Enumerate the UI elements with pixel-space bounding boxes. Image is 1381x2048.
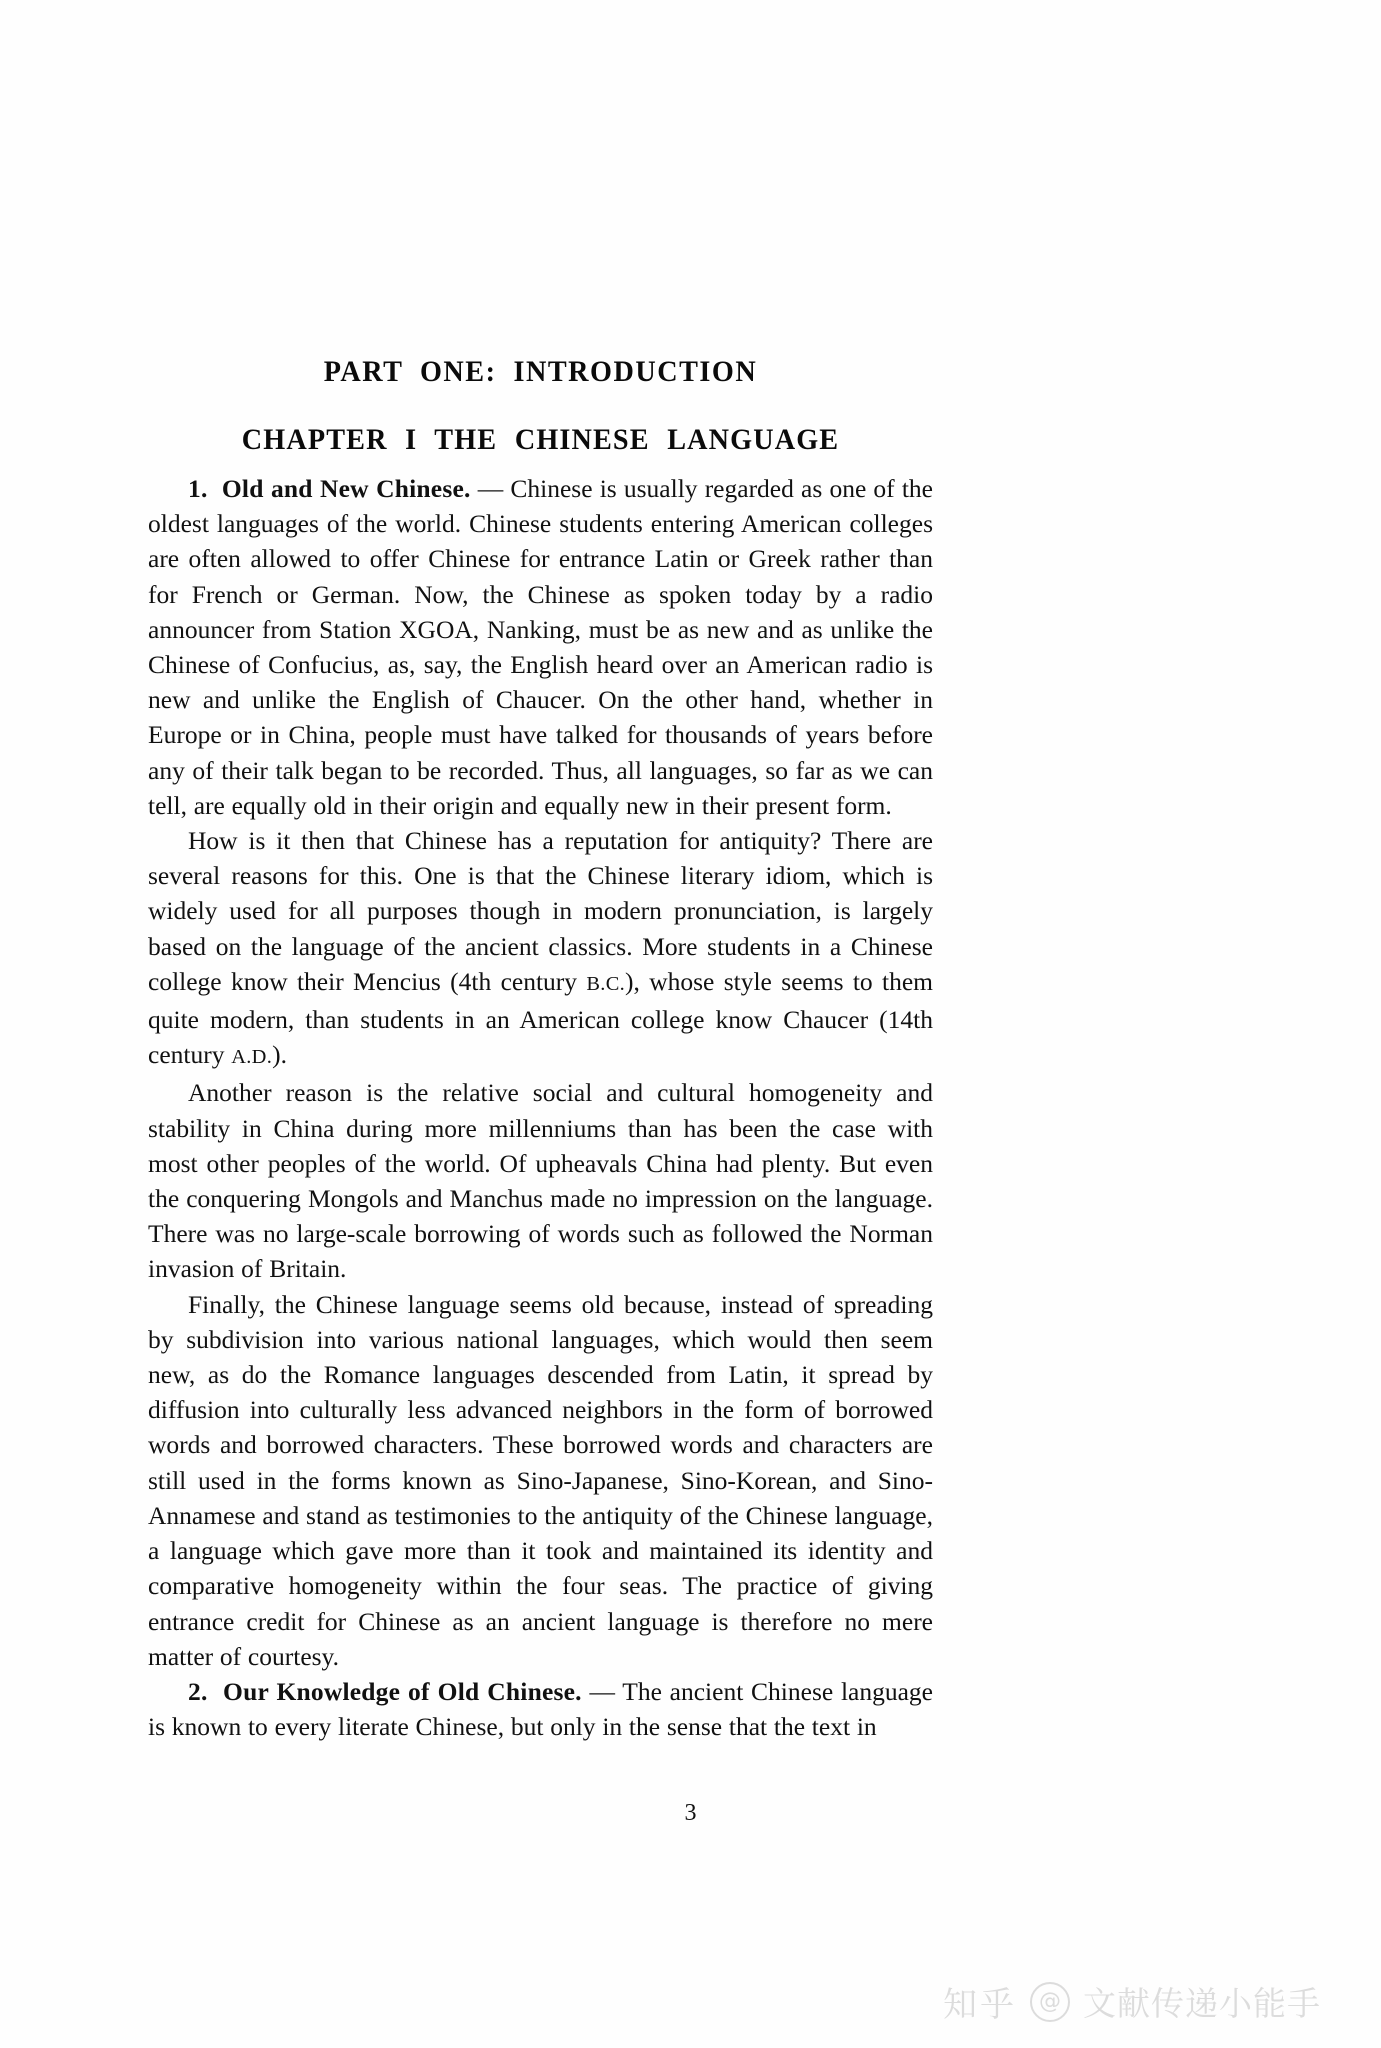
antiquity-text-part-2: ), whose style seems to them quite modern, than students in an American college know Chaucer (14th century <box>148 966 933 1070</box>
watermark <box>943 1977 1321 2026</box>
em-dash-2: — <box>581 1676 623 1706</box>
section-one-body: Chinese is usually regarded as one of the oldest languages of the world. Chinese students entering American colleges are often allowed to offer Chinese for entrance Latin or Greek rather than for French or German. Now, the Chinese as spoken today by a radio announcer from Station XGOA, Nanking, must be as new and as unlike the Chinese of Confucius, as, say, the English heard over an American radio is new and unlike the English of Chaucer. On the other hand, whether in Europe or in China, people must have talked for thousands of years before any of their talk began to be recorded. Thus, all languages, so far as we can tell, are equally old in their origin and equally new in their present form. <box>148 474 933 820</box>
small-caps-ad: A.D. <box>231 1046 273 1069</box>
page-number: 3 <box>684 1800 697 1826</box>
antiquity-text-part-1: How is it then that Chinese has a reputation for antiquity? There are several reasons for this. One is that the Chinese literary idiom, which is widely used for all purposes though in modern pronunciation, is largely based on the language of the ancient classics. More students in a Chinese college know their Mencius (4th century <box>148 826 933 996</box>
zhihu-logo-text: 知乎 <box>943 1985 1017 2025</box>
section-number-1: 1. <box>188 474 208 503</box>
section-number-two-space <box>208 1677 224 1706</box>
antiquity-text-part-3: ). <box>272 1040 287 1070</box>
paragraph-diffusion: Finally, the Chinese language seems old because, instead of spreading by subdivision into various national languages, which would then seem new, as do the Romance languages descended from Latin, it spread by diffusion into culturally less advanced neighbors in the form of borrowed words and borrowed characters. These borrowed words and characters are still used in the forms known as Sino-Japanese, Sino-Korean, and Sino-Annamese and stand as testimonies to the antiquity of the Chinese language, a language which gave more than it took and maintained its identity and comparative homogeneity within the four seas. The practice of giving entrance credit for Chinese as an ancient language is therefore no mere matter of courtesy. <box>148 1289 933 1671</box>
chapter-title: CHAPTER I THE CHINESE LANGUAGE <box>241 423 840 456</box>
section-heading-old-and-new-chinese: Old and New Chinese. <box>221 474 471 503</box>
paragraph-antiquity <box>148 823 933 1075</box>
section-number-space <box>208 474 222 503</box>
section-heading-our-knowledge-of-old-chinese: Our Knowledge of Old Chinese. <box>223 1676 582 1706</box>
part-title: PART ONE: INTRODUCTION <box>323 355 758 388</box>
watermark-handle: 文献传递小能手 <box>1083 1984 1321 2023</box>
section-two-body: The ancient Chinese language is known to every literate Chinese, but only in the sense that the text in <box>148 1676 933 1742</box>
at-sign-icon: @ <box>1030 1982 1070 2022</box>
text-column <box>148 355 933 1744</box>
small-caps-bc: B.C. <box>586 972 625 995</box>
section-number-2: 2. <box>188 1676 208 1706</box>
paragraph-section-one <box>148 471 933 823</box>
paragraph-homogeneity: Another reason is the relative social and cultural homogeneity and stability in China during more millenniums than has been the case with most other peoples of the world. Of upheavals China had plenty. But even the conquering Mongols and Manchus made no impression on the language. There was no large-scale borrowing of words such as followed the Norman invasion of Britain. <box>148 1078 933 1284</box>
paragraph-section-two <box>148 1674 933 1744</box>
em-dash-1: — <box>470 474 511 503</box>
